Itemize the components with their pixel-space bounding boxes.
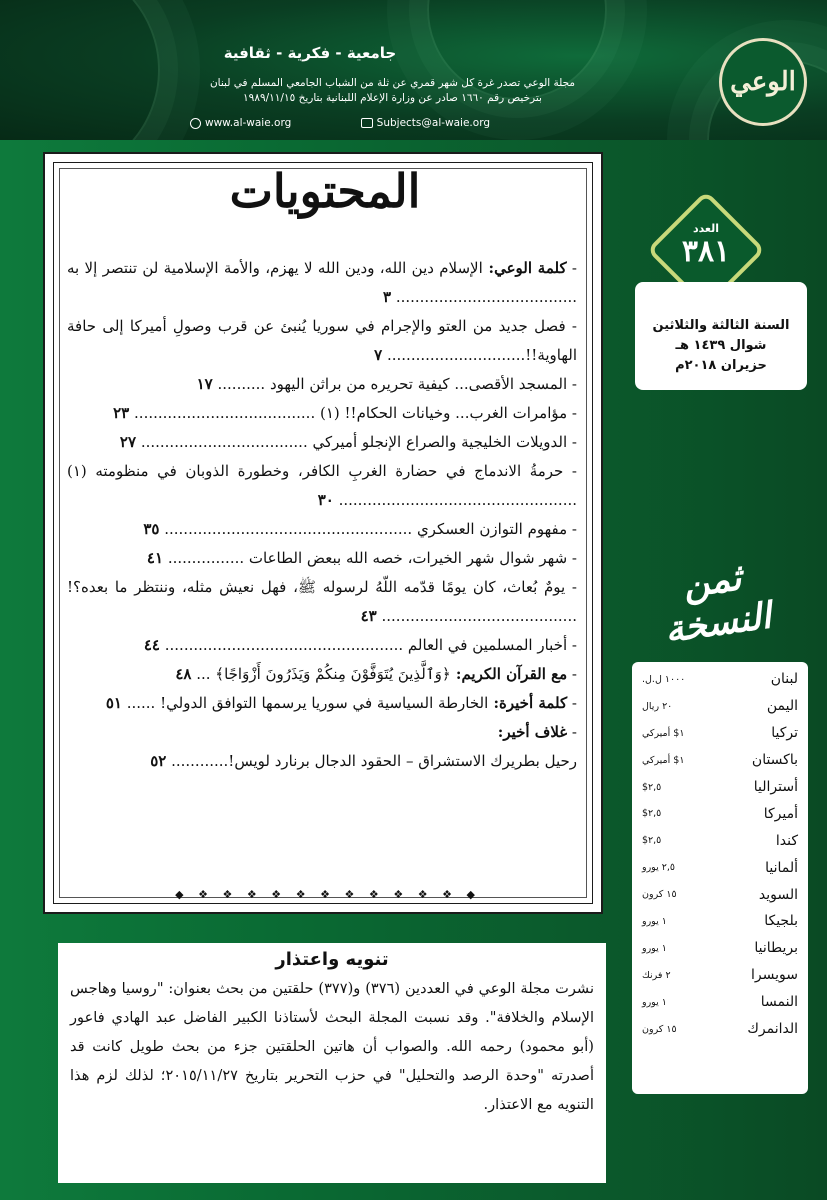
price-row — [642, 800, 798, 827]
intro-line: مجلة الوعي تصدر غرة كل شهر قمري عن ثلة من الشباب الجامعي المسلم في لبنان — [209, 77, 576, 89]
item-page-number: ٤٤ — [143, 636, 160, 654]
item-page-number: ٣ — [382, 288, 392, 306]
item-page-number: ٤٣ — [360, 607, 377, 625]
price-row — [642, 881, 798, 908]
price-amount: ١٠٠٠ ل.ل. — [642, 673, 686, 685]
issue-year: السنة الثالثة والثلاثين — [652, 318, 790, 333]
item-title: شهر شوال شهر الخيرات، خصه الله ببعض الطاعات ................ — [167, 549, 568, 567]
intro-line: بترخيص رقم ١٦٦٠ صادر عن وزارة الإعلام اللبنانية بتاريخ ١٩٨٩/١١/١٥ — [243, 92, 542, 104]
item-page-number: ٥١ — [105, 694, 122, 712]
contents-list — [67, 254, 577, 776]
contents-item[interactable] — [67, 254, 577, 312]
contents-item[interactable] — [67, 399, 577, 428]
tagline: جامعية - فكرية - ثقافية — [223, 44, 397, 62]
item-dash: - — [567, 636, 577, 654]
item-page-number: ٢٣ — [113, 404, 130, 422]
price-country: الدانمرك — [747, 1021, 798, 1038]
price-country: أميركا — [763, 805, 798, 822]
item-dash: - — [566, 259, 578, 277]
contents-title: المحتويات — [229, 164, 421, 218]
price-row — [642, 854, 798, 881]
issue-number: ٣٨١ — [681, 234, 731, 269]
price-row — [642, 747, 798, 774]
price-amount: ١ يورو — [642, 942, 667, 954]
price-row — [642, 827, 798, 854]
masthead — [0, 0, 827, 140]
price-row — [642, 962, 798, 989]
item-title: الدويلات الخليجية والصراع الإنجلو أميركي ................................... — [140, 433, 568, 451]
contents-item[interactable] — [67, 631, 577, 660]
price-country: اليمن — [766, 698, 798, 715]
item-page-number: ٣٠ — [317, 491, 334, 509]
item-page-number: ٣٥ — [143, 520, 160, 538]
contents-item[interactable] — [67, 660, 577, 689]
contents-item[interactable] — [67, 428, 577, 457]
website-link[interactable] — [190, 117, 291, 129]
price-amount: ١ يورو — [642, 996, 667, 1008]
item-title: ﴿وَٱلَّذِينَ يُتَوَفَّوْنَ مِنكُمْ وَيَذَرُونَ أَزْوَاجًا﴾ ... — [196, 665, 451, 683]
item-dash: - — [563, 462, 577, 480]
price-amount: ٢,٥$ — [642, 808, 662, 820]
contents-item[interactable] — [67, 718, 577, 747]
issue-gregorian-date: حزيران ٢٠١٨م — [675, 358, 767, 373]
item-dash: - — [567, 433, 577, 451]
item-page-number: ٤٨ — [175, 665, 192, 683]
item-section-label: غلاف أخير: — [497, 723, 568, 741]
contents-frame — [43, 152, 603, 914]
contents-item[interactable] — [67, 573, 577, 631]
website-text: www.al-waie.org — [205, 117, 292, 129]
price-amount: ١$ أميركي — [642, 727, 685, 739]
price-amount: ٢,٥$ — [642, 781, 662, 793]
contents-item[interactable] — [67, 312, 577, 370]
publication-intro — [170, 76, 615, 106]
item-title: الإسلام دين الله، ودين الله لا يهزم، والأمة الإسلامية لن تنتصر إلا به ...................................... — [67, 259, 577, 306]
item-title: يومٌ بُعاث، كان يومًا قدّمه اللّهُ لرسوله ﷺ، فهل نعيش مثله، وننتظر ما بعده؟! ......................................... — [67, 578, 577, 625]
price-row — [642, 666, 798, 693]
item-section-label: مع القرآن الكريم: — [450, 665, 568, 683]
item-page-number: ٢٧ — [119, 433, 137, 451]
price-row — [642, 774, 798, 801]
item-dash: - — [567, 404, 577, 422]
item-section-label: كلمة أخيرة: — [488, 694, 568, 712]
item-dash: - — [565, 317, 577, 335]
item-page-number: ٥٢ — [150, 752, 167, 770]
notice-box — [58, 943, 606, 1183]
contents-item[interactable] — [67, 689, 577, 718]
issue-label: العدد — [692, 222, 720, 235]
price-country: تركيا — [771, 725, 798, 742]
item-dash: - — [565, 578, 577, 596]
price-country: أستراليا — [753, 779, 798, 795]
ornament-pattern — [0, 0, 160, 140]
issue-hijri-date: شوال ١٤٣٩ هـ — [675, 338, 767, 353]
price-row — [642, 720, 798, 747]
contact-info — [190, 114, 490, 132]
item-dash: - — [567, 723, 577, 741]
ornament-border: ◆ ❖ ❖ ❖ ❖ ❖ ❖ ❖ ❖ ❖ ❖ ❖ ◆ — [175, 887, 475, 901]
item-dash: - — [567, 549, 577, 567]
price-amount: ١ يورو — [642, 915, 667, 927]
price-country: كندا — [775, 832, 798, 849]
notice-body: نشرت مجلة الوعي في العددين (٣٧٦) و(٣٧٧) حلقتين من بحث بعنوان: "روسيا وهاجس الإسلام والخلافة". وقد نسبت المجلة البحث لأستاذنا الكبير الفاضل عبد الهادي فاعور (أبو محمود) رحمه الله. والصواب أن هاتين الحلقتين جزء من بحث طويل كانت قد أصدرته "وحدة الرصد والتحليل" في حزب التحرير بتاريخ ٢٠١٥/١١/٢٧؛ لذلك لزم هذا التنويه مع الاعتذار. — [70, 980, 595, 1113]
price-country: النمسا — [760, 994, 798, 1011]
price-country: السويد — [758, 886, 798, 903]
price-country: بلجيكا — [764, 913, 798, 930]
price-row — [642, 989, 798, 1016]
email-text: Subjects@al-waie.org — [376, 117, 490, 129]
magazine-logo — [719, 38, 807, 126]
contents-item[interactable] — [67, 544, 577, 573]
contents-item[interactable] — [67, 457, 577, 515]
item-title: فصل جديد من العتو والإجرام في سوريا يُنبئ عن قرب وصولِ أميركا إلى حافة الهاوية!!............................. — [67, 317, 577, 364]
item-page-number: ٧ — [374, 346, 383, 364]
item-title: حرمةُ الاندماج في حضارة الغربِ الكافر، وخطورة الذوبان في منظومته (١) .................................................. — [67, 462, 577, 509]
item-title: الخارطة السياسية في سوريا يرسمها التوافق الدولي! ...... — [126, 694, 489, 712]
item-title: مفهوم التوازن العسكري .................................................... — [164, 520, 568, 538]
issue-number-block — [652, 222, 760, 269]
item-title: أخبار المسلمين في العالم .................................................. — [164, 636, 568, 654]
mail-icon — [361, 118, 373, 128]
price-country: ألمانيا — [765, 859, 798, 876]
price-amount: ٢,٥$ — [642, 835, 662, 847]
price-amount: ١٥ كرون — [642, 889, 677, 901]
price-table — [632, 662, 808, 1094]
item-title: رحيل بطريرك الاستشراق – الحقود الدجال برنارد لويس!............ — [171, 752, 577, 770]
price-row — [642, 693, 798, 720]
item-dash: - — [567, 665, 577, 683]
contents-item[interactable] — [67, 515, 577, 544]
price-country: بريطانيا — [754, 940, 798, 957]
contents-item[interactable] — [67, 370, 577, 399]
globe-icon — [190, 118, 201, 129]
item-title: المسجد الأقصى... كيفية تحريره من براثن اليهود .......... — [217, 375, 568, 393]
price-row — [642, 935, 798, 962]
price-row — [642, 908, 798, 935]
price-country: لبنان — [770, 671, 798, 688]
price-country: سويسرا — [751, 967, 798, 984]
email-link[interactable] — [361, 117, 490, 129]
notice-title: تنويه واعتذار — [275, 949, 389, 970]
price-amount: ٢ فرنك — [642, 969, 671, 981]
price-country: باكستان — [751, 752, 798, 769]
item-dash: - — [567, 375, 577, 393]
contents-item[interactable] — [67, 747, 577, 776]
item-title: مؤامرات الغرب... وخيانات الحكام!! (١) ...................................... — [134, 404, 568, 422]
logo-text: الوعي — [730, 67, 796, 97]
item-page-number: ٤١ — [146, 549, 164, 567]
price-row — [642, 1016, 798, 1043]
item-section-label: كلمة الوعي: — [482, 259, 567, 277]
price-amount: ١$ أميركي — [642, 754, 685, 766]
item-dash: - — [567, 520, 577, 538]
price-amount: ٢٠ ريال — [642, 700, 673, 712]
price-amount: ١٥ كرون — [642, 1023, 677, 1035]
price-amount: ٢,٥ يورو — [642, 862, 675, 874]
issue-date-card — [635, 282, 807, 390]
price-title: ثمن النسخة — [662, 556, 774, 652]
item-dash: - — [567, 694, 577, 712]
item-page-number: ١٧ — [196, 375, 213, 393]
